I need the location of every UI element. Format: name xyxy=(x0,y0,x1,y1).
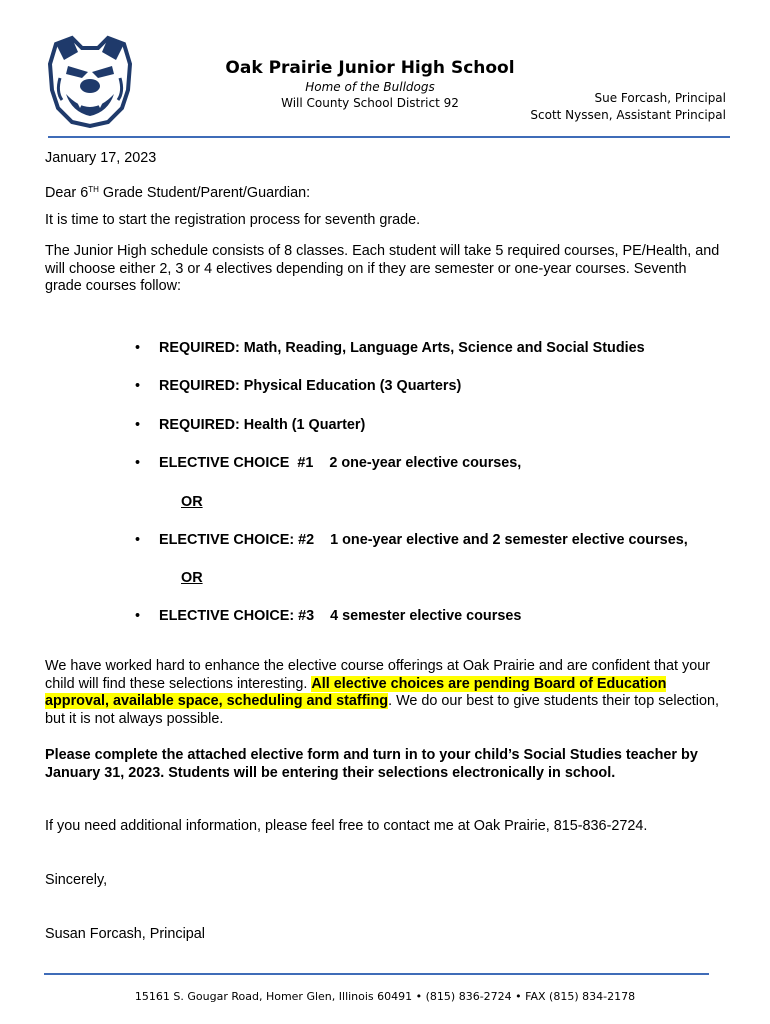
letter-signature: Susan Forcash, Principal xyxy=(45,926,205,942)
bullet-item: • ELECTIVE CHOICE: #2 1 one-year elective and 2 semester elective courses, xyxy=(135,532,688,548)
electives-text: We have worked hard to enhance the elective course offerings at Oak Prairie and are confident that your child will find these selections interesting. xyxy=(45,658,711,692)
salutation-text-rest: Grade Student/Parent/Guardian: xyxy=(98,185,311,201)
bullet-item: • REQUIRED: Math, Reading, Language Arts, Science and Social Studies xyxy=(135,340,645,356)
letter-schedule: The Junior High schedule consists of 8 classes. Each student will take 5 required courses, PE/Health, and will choose either 2, 3 or 4 electives depending on if they are semester or one-year courses. Seventh grade courses follow: xyxy=(45,243,720,294)
bulldog-mascot-icon xyxy=(42,34,138,128)
bullet-icon: • xyxy=(135,340,141,356)
footer-divider xyxy=(44,973,709,975)
letter-intro: It is time to start the registration process for seventh grade. xyxy=(45,212,421,228)
staff-list xyxy=(506,90,726,123)
staff-principal: Sue Forcash, Principal xyxy=(594,91,726,105)
header-divider xyxy=(48,136,730,138)
electives-text-rest: . We do our best to give students their top selection, but it is not always possible. xyxy=(45,693,719,727)
bullet-icon: • xyxy=(135,532,141,548)
school-name: Oak Prairie Junior High School xyxy=(225,58,515,78)
bullet-icon: • xyxy=(135,378,141,394)
or-separator: OR xyxy=(181,494,203,510)
letter-instructions: Please complete the attached elective form and turn in to your child’s Social Studies teacher by January 31, 2023. Students will be entering their selections electronically in school. xyxy=(45,747,698,781)
letter-closing: Sincerely, xyxy=(45,872,108,888)
or-separator: OR xyxy=(181,570,203,586)
salutation-superscript: TH xyxy=(88,185,99,194)
footer-address: 15161 S. Gougar Road, Homer Glen, Illinois 60491 • (815) 836-2724 • FAX (815) 834-2178 xyxy=(134,990,636,1003)
bullet-item: • ELECTIVE CHOICE #1 2 one-year elective courses, xyxy=(135,455,522,471)
salutation-text: Dear 6 xyxy=(45,185,89,201)
electives-highlight: All elective choices are pending Board of Education approval, available space, scheduling and staffing xyxy=(45,675,667,709)
staff-assistant-principal: Scott Nyssen, Assistant Principal xyxy=(530,108,726,122)
school-district: Will County School District 92 xyxy=(281,96,459,110)
bullet-icon: • xyxy=(135,455,141,471)
bullet-icon: • xyxy=(135,608,141,624)
bullet-item: • ELECTIVE CHOICE: #3 4 semester elective courses xyxy=(135,608,522,624)
bullet-icon: • xyxy=(135,417,141,433)
letter-electives-paragraph xyxy=(45,658,725,728)
letter-date: January 17, 2023 xyxy=(45,150,157,166)
letter-salutation xyxy=(45,181,725,203)
bullet-item: • REQUIRED: Health (1 Quarter) xyxy=(135,417,366,433)
letter-contact: If you need additional information, please feel free to contact me at Oak Prairie, 815-836-2724. xyxy=(45,818,648,834)
bullet-item: • REQUIRED: Physical Education (3 Quarters) xyxy=(135,378,462,394)
school-motto: Home of the Bulldogs xyxy=(305,80,435,94)
